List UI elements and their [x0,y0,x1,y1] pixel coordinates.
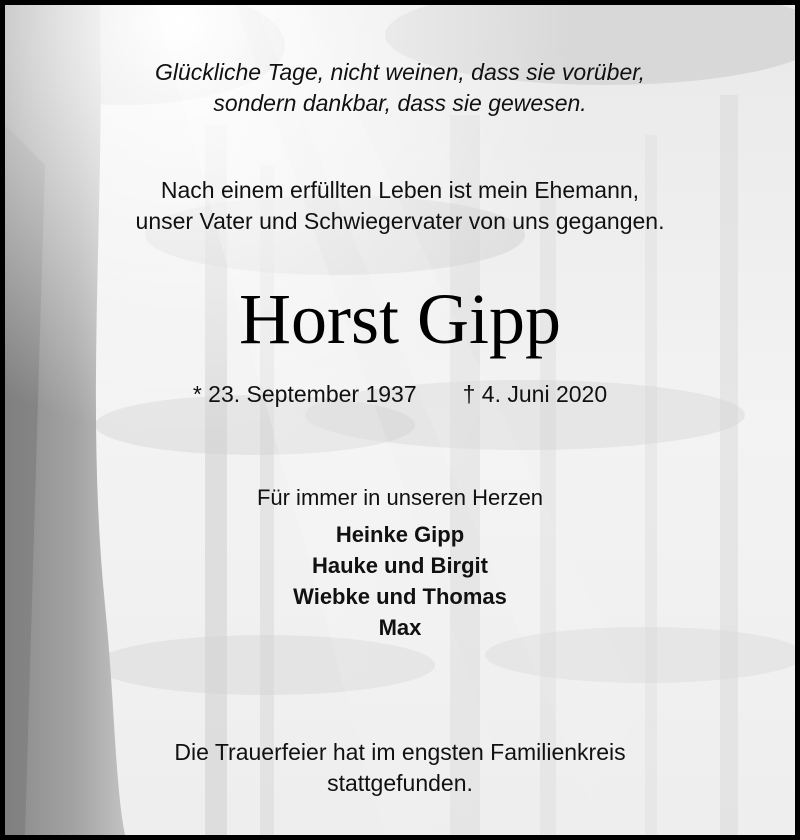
mourner-name: Wiebke und Thomas [293,584,507,609]
mourner-name: Max [378,615,422,640]
memorial-motto: Für immer in unseren Herzen [256,485,544,510]
memorial-quote [5,57,795,119]
deceased-name: Horst Gipp [239,279,561,359]
service-line-1: Die Trauerfeier hat im engsten Familienkreis [174,739,626,765]
mourner-name: Hauke und Birgit [311,553,488,578]
quote-line-1: Glückliche Tage, nicht weinen, dass sie vorüber, [154,59,646,85]
quote-line-2: sondern dankbar, dass sie gewesen. [213,90,587,116]
mourners-list [5,519,795,643]
notice-text [5,5,795,835]
death-date: † 4. Juni 2020 [462,381,608,407]
life-dates [5,379,795,409]
mourner-name: Heinke Gipp [335,522,465,547]
announcement-line-2: unser Vater und Schwiegervater von uns gegangen. [135,208,665,234]
service-line-2: stattgefunden. [327,770,473,796]
announcement-text [5,175,795,237]
birth-date: * 23. September 1937 [192,381,417,407]
announcement-line-1: Nach einem erfüllten Leben ist mein Ehemann, [160,177,640,203]
funeral-service-note [5,737,795,799]
